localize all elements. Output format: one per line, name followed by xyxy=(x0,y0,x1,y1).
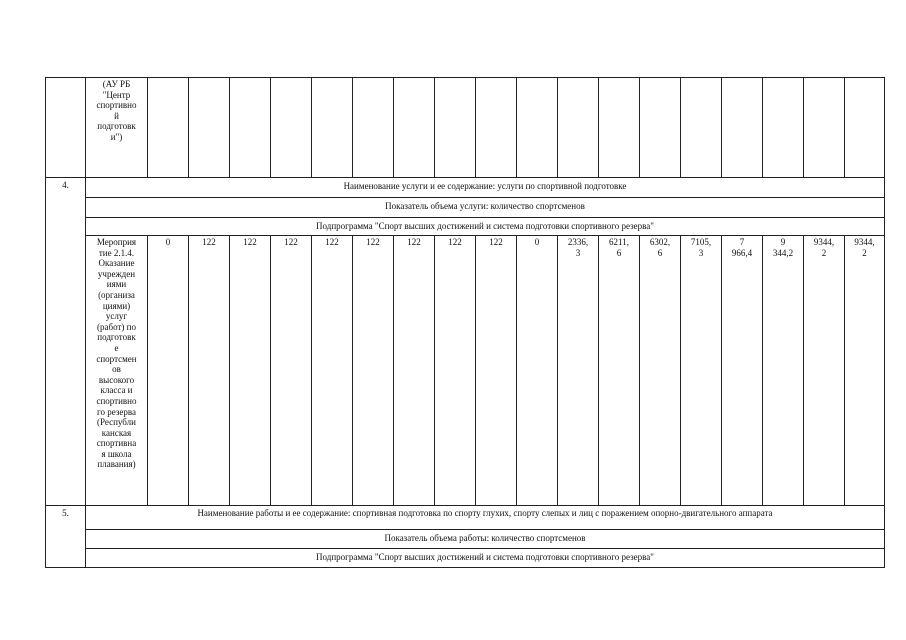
value-cell: 122 xyxy=(312,236,353,506)
indicator-header: Показатель объема работы: количество спортсменов xyxy=(86,530,885,549)
value-cell: 2336, 3 xyxy=(558,236,599,506)
activity-description: (АУ РБ "Центр спортивно й подготовк и") xyxy=(96,79,137,142)
value-cell: 122 xyxy=(353,236,394,506)
value-cell: 7105, 3 xyxy=(681,236,722,506)
section-number: 4. xyxy=(46,178,86,506)
subprogram-header: Подпрограмма "Спорт высших достижений и система подготовки спортивного резерва" xyxy=(86,549,885,568)
row-number-cell xyxy=(46,78,86,178)
table-row xyxy=(46,236,885,506)
value-cell: 122 xyxy=(394,236,435,506)
value-cell: 9 344,2 xyxy=(763,236,804,506)
table-row xyxy=(46,178,885,198)
table-row xyxy=(46,506,885,530)
table-row xyxy=(46,78,885,178)
table-row xyxy=(46,549,885,568)
value-cell: 6302, 6 xyxy=(640,236,681,506)
indicator-header: Показатель объема услуги: количество спортсменов xyxy=(86,198,885,218)
subprogram-header: Подпрограмма "Спорт высших достижений и система подготовки спортивного резерва" xyxy=(86,218,885,236)
section-number: 5. xyxy=(46,506,86,568)
table-row xyxy=(46,218,885,236)
value-cell: 122 xyxy=(230,236,271,506)
value-cell: 0 xyxy=(148,236,189,506)
service-header: Наименование услуги и ее содержание: услуги по спортивной подготовке xyxy=(86,178,885,198)
value-cell: 9344, 2 xyxy=(804,236,845,506)
value-cell: 7 966,4 xyxy=(722,236,763,506)
value-cell: 122 xyxy=(271,236,312,506)
value-cell: 6211, 6 xyxy=(599,236,640,506)
value-cell: 122 xyxy=(476,236,517,506)
work-header: Наименование работы и ее содержание: спортивная подготовка по спорту глухих, спорту слепых и лиц с поражением опорно-двигательного аппарата xyxy=(86,506,885,530)
value-cell: 122 xyxy=(189,236,230,506)
value-cell: 0 xyxy=(517,236,558,506)
activity-description-cell xyxy=(86,236,148,506)
value-cell: 122 xyxy=(435,236,476,506)
table-row xyxy=(46,198,885,218)
data-table xyxy=(45,77,885,568)
activity-description: Мероприя тие 2.1.4. Оказание учрежден иями (организа циями) услуг (работ) по подготовк е спортсмен ов высокого класса и спортивно го резерва (Республи канская спортивна я школа плавания) xyxy=(96,237,137,470)
value-cell: 9344, 2 xyxy=(845,236,885,506)
activity-description-cell xyxy=(86,78,148,178)
table-row xyxy=(46,530,885,549)
